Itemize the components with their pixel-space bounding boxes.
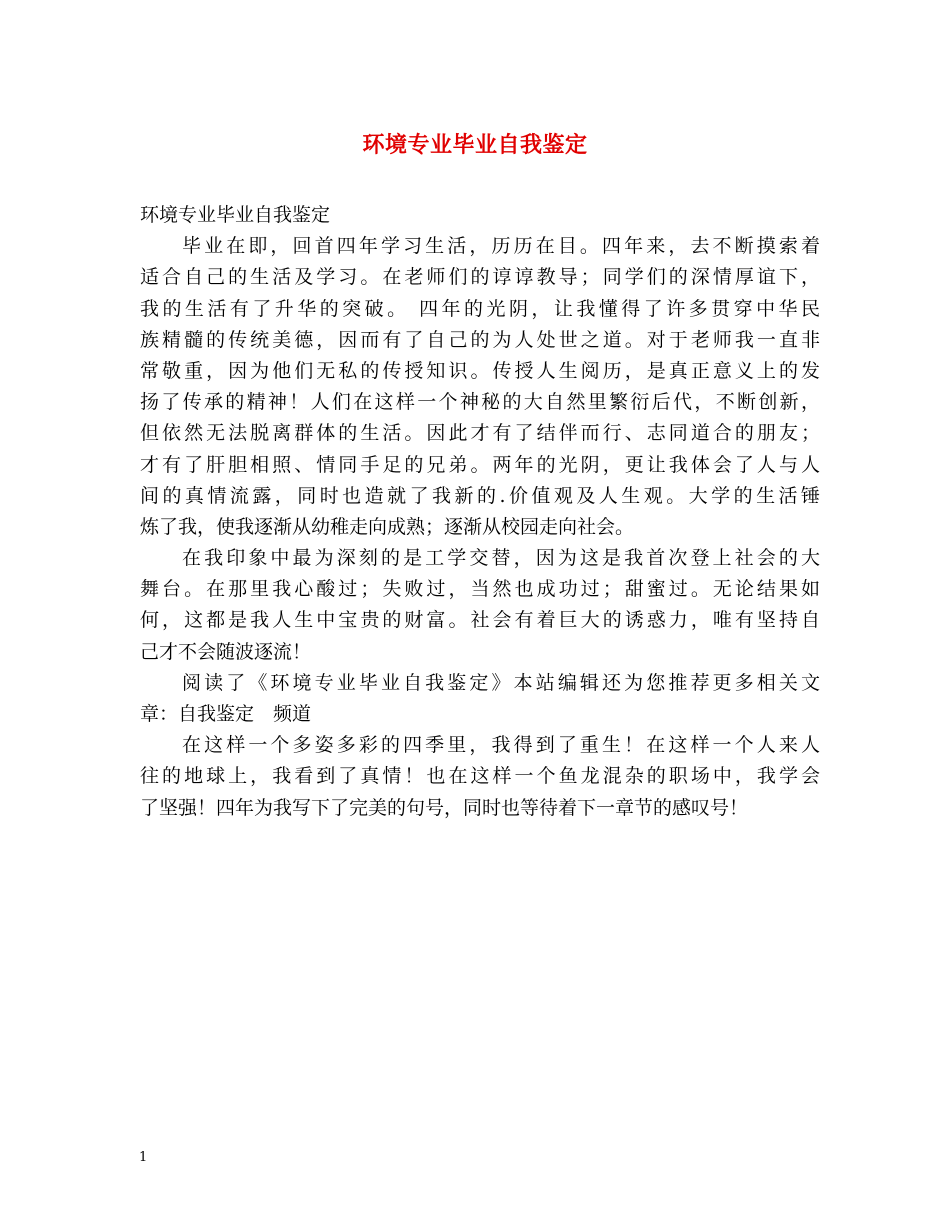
paragraph-line: 阅读了《环境专业毕业自我鉴定》本站编辑还为您推荐更多相关文 (182, 671, 820, 694)
paragraph-line: 适合自己的生活及学习。在老师们的谆谆教导；同学们的深情厚谊下， (140, 266, 820, 289)
paragraph-line: 扬了传承的精神！人们在这样一个神秘的大自然里繁衍后代，不断创新， (140, 391, 820, 414)
paragraph-line: 章：自我鉴定 频道 (140, 703, 312, 725)
paragraph-line: 族精髓的传统美德，因而有了自己的为人处世之道。对于老师我一直非 (140, 328, 820, 351)
paragraph-line: 但依然无法脱离群体的生活。因此才有了结伴而行、志同道合的朋友； (140, 422, 820, 445)
paragraph-line: 间的真情流露，同时也造就了我新的.价值观及人生观。大学的生活锤 (140, 484, 820, 507)
paragraph-line: 毕业在即，回首四年学习生活，历历在目。四年来，去不断摸索着 (182, 235, 820, 258)
document-body (140, 200, 820, 824)
paragraph-line: 炼了我，使我逐渐从幼稚走向成熟；逐渐从校园走向社会。 (140, 515, 635, 538)
paragraph-line: 了坚强！四年为我写下了完美的句号，同时也等待着下一章节的感叹号！ (140, 796, 749, 819)
paragraph-line: 在我印象中最为深刻的是工学交替，因为这是我首次登上社会的大 (182, 547, 820, 570)
paragraph-line: 舞台。在那里我心酸过；失败过，当然也成功过；甜蜜过。无论结果如 (140, 578, 820, 601)
paragraph-line: 往的地球上，我看到了真情！也在这样一个鱼龙混杂的职场中，我学会 (140, 765, 820, 788)
document-subtitle: 环境专业毕业自我鉴定 (140, 204, 331, 226)
paragraph-line: 常敬重，因为他们无私的传授知识。传授人生阅历，是真正意义上的发 (140, 359, 820, 382)
paragraph-line: 己才不会随波逐流！ (140, 640, 312, 663)
paragraph-line: 才有了肝胆相照、情同手足的兄弟。两年的光阴，更让我体会了人与人 (140, 453, 820, 476)
paragraph-line: 何，这都是我人生中宝贵的财富。社会有着巨大的诱惑力，唯有坚持自 (140, 609, 820, 632)
document-title: 环境专业毕业自我鉴定 (362, 132, 588, 158)
page-number: 1 (139, 1150, 148, 1165)
paragraph-line: 在这样一个多姿多彩的四季里，我得到了重生！在这样一个人来人 (182, 734, 820, 757)
paragraph-line: 我的生活有了升华的突破。 四年的光阴，让我懂得了许多贯穿中华民 (140, 297, 820, 320)
